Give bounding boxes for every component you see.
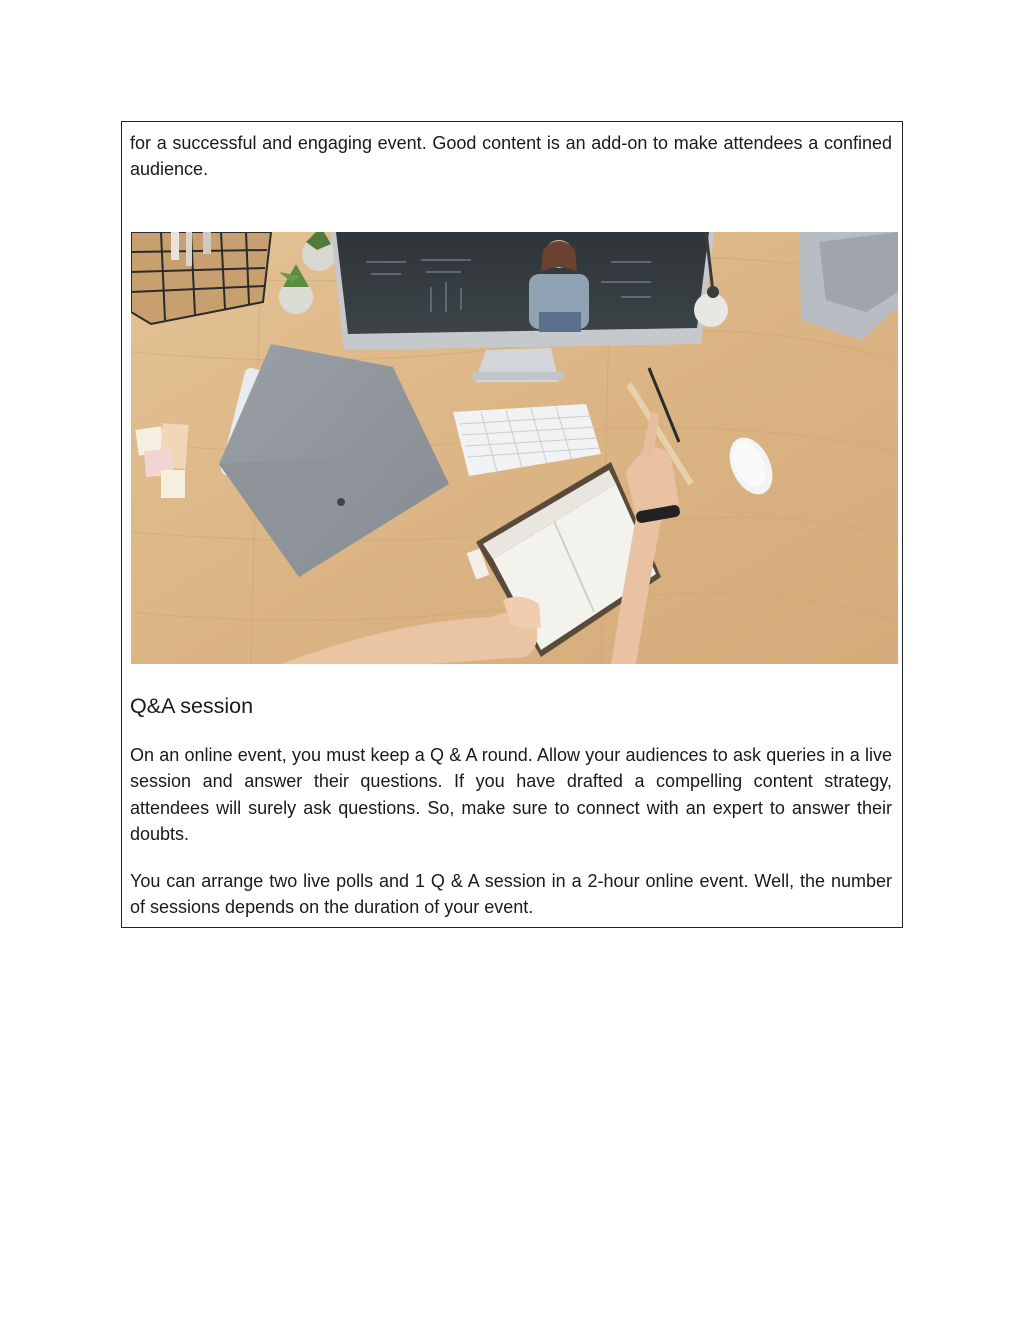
intro-paragraph: for a successful and engaging event. Good content is an add-on to make attendees a confined audience. — [130, 133, 892, 180]
content-frame — [121, 121, 903, 928]
desk-photo — [131, 232, 898, 664]
qa-paragraph-1: On an online event, you must keep a Q & A round. Allow your audiences to ask queries in a live session and answer their questions. If you have drafted a compelling content strategy, attendees will surely ask questions. So, make sure to connect with an expert to answer their doubts. — [130, 745, 892, 844]
section-heading: Q&A session — [130, 694, 254, 718]
qa-paragraph-2: You can arrange two live polls and 1 Q & A session in a 2-hour online event. Well, the number of sessions depends on the duration of your event. — [130, 871, 892, 918]
